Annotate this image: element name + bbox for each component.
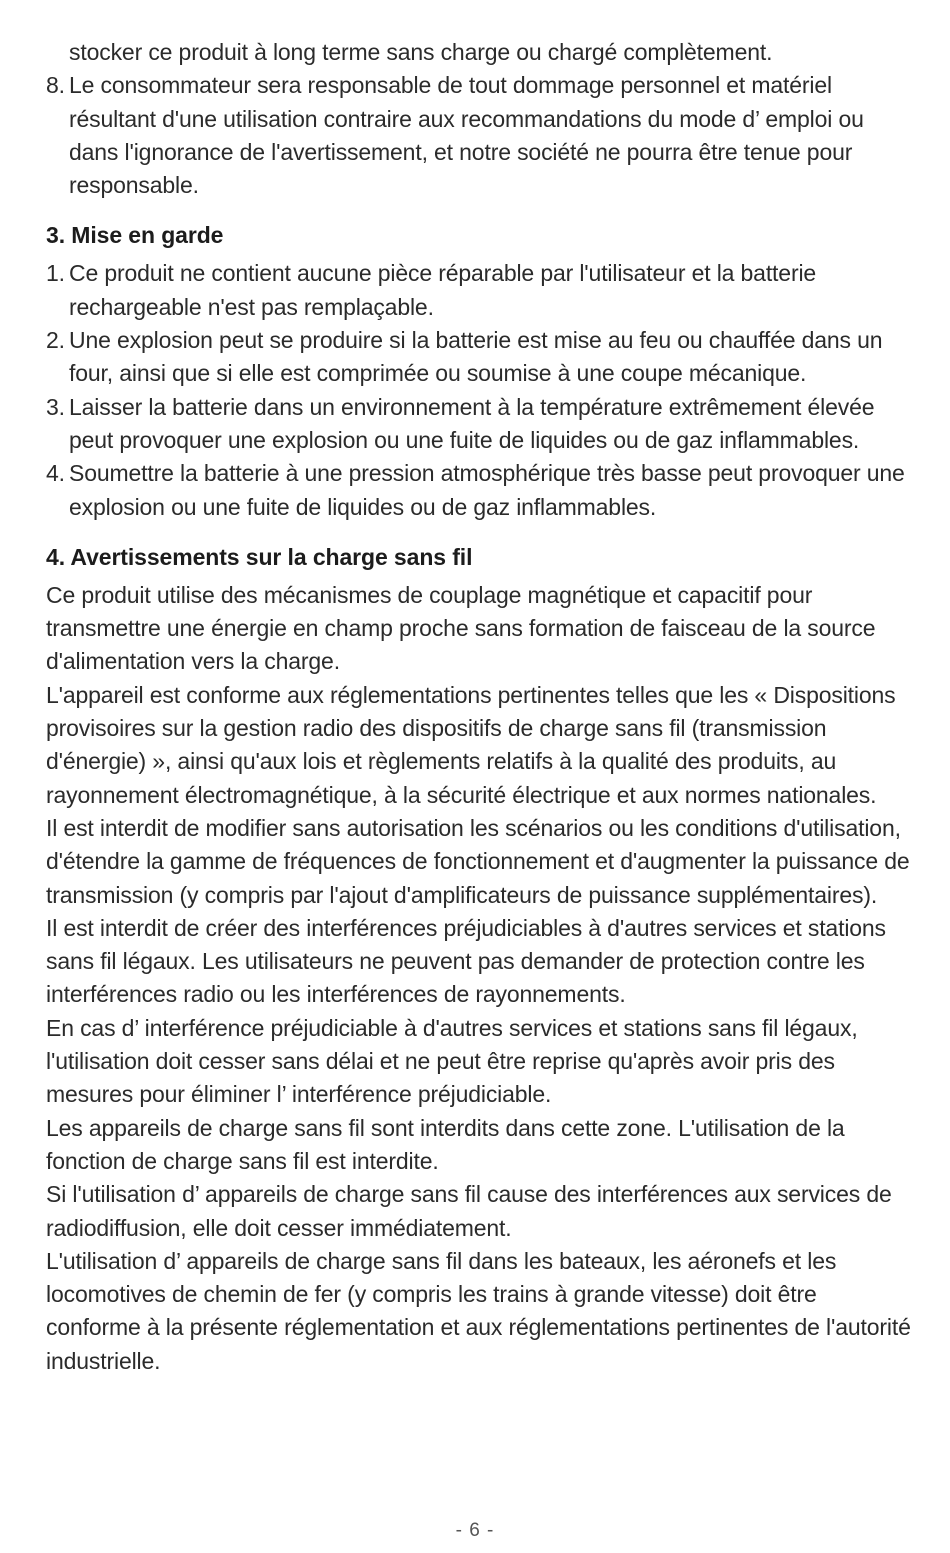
paragraph: Si l'utilisation d’ appareils de charge sans fil cause des interférences aux services de radiodiffusion, elle doit cesser immédiatement. [46,1181,892,1241]
list-item-text: Ce produit ne contient aucune pièce réparable par l'utilisateur et la batterie rechargeable n'est pas remplaçable. [69,260,817,320]
list-item-number: 2. [46,327,65,354]
list-item-number: 4. [46,460,65,487]
list-item-text: Une explosion peut se produire si la batterie est mise au feu ou chauffée dans un four, ainsi que si elle est comprimée ou soumise à une coupe mécanique. [69,327,883,387]
list-item-number: 8. [46,72,65,99]
document-page [46,36,916,1378]
continued-line: stocker ce produit à long terme sans charge ou chargé complètement. [69,39,773,65]
list-item [46,257,916,324]
section-4-body [46,579,916,1378]
section-3-list [46,257,916,523]
paragraph: Il est interdit de créer des interférences préjudiciables à d'autres services et stations sans fil légaux. Les utilisateurs ne peuvent pas demander de protection contre les interférences radio ou les interférences de rayonnements. [46,914,886,1008]
list-item-text: Le consommateur sera responsable de tout dommage personnel et matériel résultant d'une utilisation contraire aux recommandations du mode d’ emploi ou dans l'ignorance de l'avertissement, et notre société ne pourra être tenue pour responsable. [69,72,864,199]
list-item-number: 3. [46,393,65,420]
paragraph: Il est interdit de modifier sans autorisation les scénarios ou les conditions d'utilisation, d'étendre la gamme de fréquences de fonctionnement et d'augmenter la puissance de transmission (y compris par l'ajout d'amplificateurs de puissance supplémentaires). [46,814,910,908]
paragraph: L'utilisation d’ appareils de charge sans fil dans les bateaux, les aéronefs et les locomotives de chemin de fer (y compris les trains à grande vitesse) doit être conforme à la présente réglementation et aux réglementations pertinentes de l'autorité industrielle. [46,1247,911,1374]
section-4-heading: 4. Avertissements sur la charge sans fil [46,543,473,570]
list-item [46,457,916,524]
paragraph: L'appareil est conforme aux réglementations pertinentes telles que les « Dispositions provisoires sur la gestion radio des dispositifs de charge sans fil (transmission d'énergie) », ainsi qu'aux lois et règlements relatifs à la qualité des produits, au rayonnement électromagnétique, à la sécurité électrique et aux normes nationales. [46,681,896,808]
list-item [46,391,916,458]
list-item [46,324,916,391]
paragraph: En cas d’ interférence préjudiciable à d'autres services et stations sans fil légaux, l'utilisation doit cesser sans délai et ne peut être reprise qu'après avoir pris des mesures pour éliminer l’ interférence préjudiciable. [46,1014,858,1108]
paragraph: Ce produit utilise des mécanismes de couplage magnétique et capacitif pour transmettre une énergie en champ proche sans formation de faisceau de la source d'alimentation vers la charge. [46,581,876,675]
list-item-number: 1. [46,260,65,287]
section-3-heading: 3. Mise en garde [46,222,224,249]
intro-list [46,69,916,202]
list-item [46,69,916,202]
paragraph: Les appareils de charge sans fil sont interdits dans cette zone. L'utilisation de la fonction de charge sans fil est interdite. [46,1114,845,1174]
list-item-text: Laisser la batterie dans un environnement à la température extrêmement élevée peut provoquer une explosion ou une fuite de liquides ou de gaz inflammables. [69,393,875,453]
list-item-text: Soumettre la batterie à une pression atmosphérique très basse peut provoquer une explosion ou une fuite de liquides ou de gaz inflammables. [69,460,905,520]
page-number: - 6 - [455,1520,495,1541]
